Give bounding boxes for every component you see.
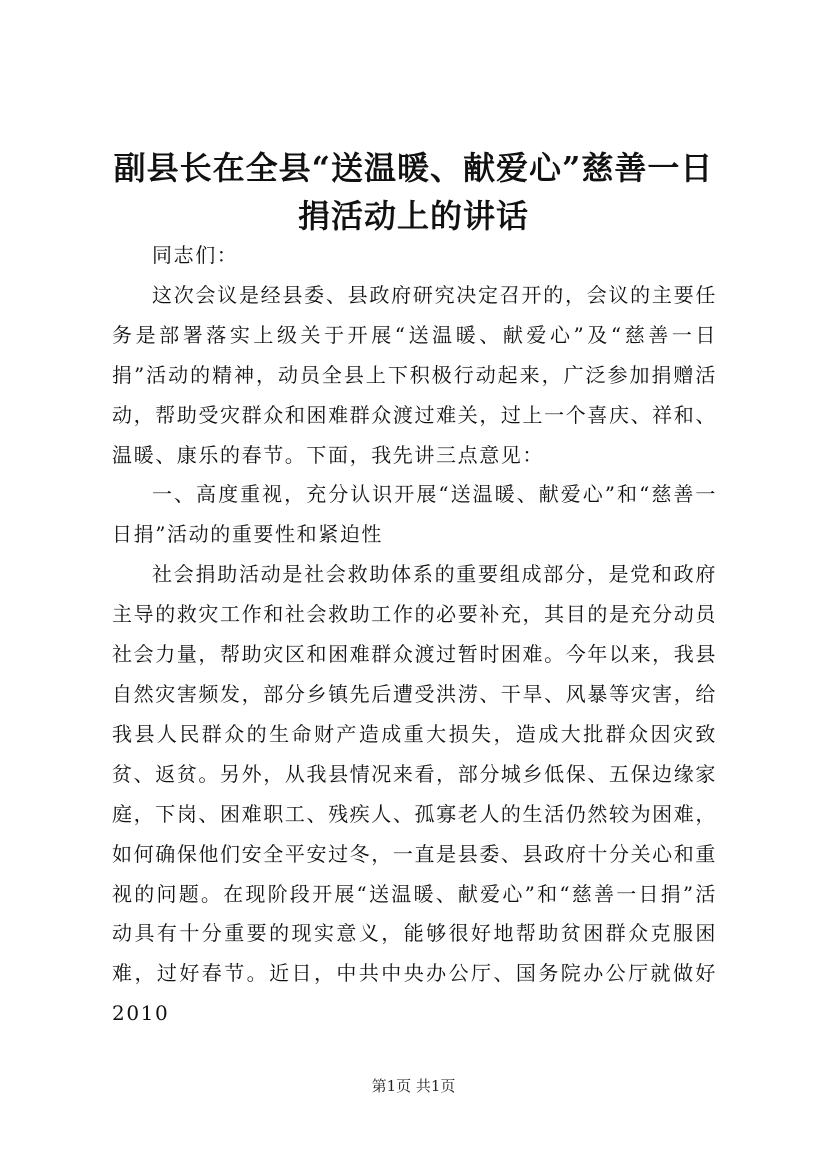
paragraph-section-1: 社会捐助活动是社会救助体系的重要组成部分，是党和政府主导的救灾工作和社会救助工作的必要补充，其目的是充分动员社会力量，帮助灾区和困难群众渡过暂时困难。今年以来，我县自然灾害频发，部分乡镇先后遭受洪涝、干旱、风暴等灾害，给我县人民群众的生命财产造成重大损失，造成大批群众因灾致贫、返贫。另外，从我县情况来看，部分城乡低保、五保边缘家庭，下岗、困难职工、残疾人、孤寡老人的生活仍然较为困难，如何确保他们安全平安过冬，一直是县委、县政府十分关心和重视的问题。在现阶段开展“送温暖、献爱心”和“慈善一日捐”活动具有十分重要的现实意义，能够很好地帮助贫困群众克服困难，过好春节。近日，中共中央办公厅、国务院办公厅就做好2010: [112, 562, 717, 1026]
section-heading-1: 一、高度重视，充分认识开展“送温暖、献爱心”和“慈善一日捐”活动的重要性和紧迫性: [112, 482, 717, 547]
document-title: 副县长在全县“送温暖、献爱心”慈善一日捐活动上的讲话: [113, 149, 714, 235]
document-body: [112, 236, 717, 1034]
paragraph-intro: 这次会议是经县委、县政府研究决定召开的，会议的主要任务是部署落实上级关于开展“送温暖、献爱心”及“慈善一日捐”活动的精神，动员全县上下积极行动起来，广泛参加捐赠活动，帮助受灾群众和困难群众渡过难关，过上一个喜庆、祥和、温暖、康乐的春节。下面，我先讲三点意见：: [112, 282, 717, 467]
page-number: 第1页 共1页: [371, 1077, 456, 1095]
greeting: 同志们：: [152, 243, 239, 267]
